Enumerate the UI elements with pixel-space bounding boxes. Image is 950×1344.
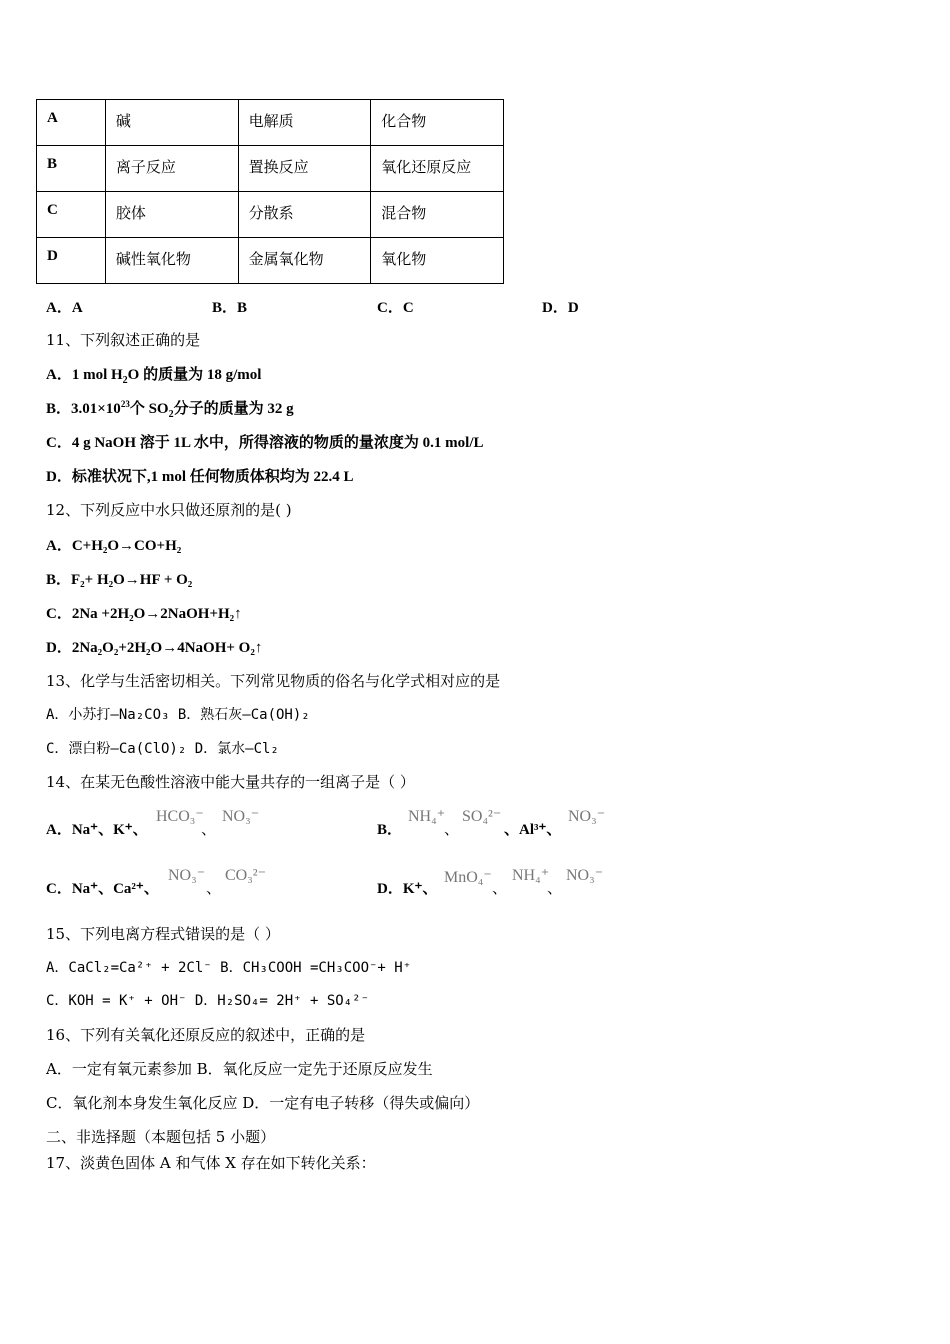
table-cell: 氧化物 — [371, 238, 504, 284]
table-cell: D — [37, 238, 106, 284]
q14-option-c-label: C．Na⁺、Ca²⁺、 — [46, 881, 159, 897]
q16-options-cd: C．氧化剂本身发生氧化反应 D．一定有电子转移（得失或偏向） — [46, 1094, 480, 1112]
q14-separator: 、 — [492, 879, 508, 897]
q14-option-b-mid: 、Al³⁺、 — [504, 822, 562, 838]
q14-ion: NO₃⁻ — [168, 867, 206, 884]
table-cell: 碱性氧化物 — [105, 238, 238, 284]
section-heading: 二、非选择题（本题包括 5 小题） — [46, 1128, 276, 1146]
q11-option-b: B．$3.01\times 10^{23}$个 $SO_2$分子的质量为 32 g — [46, 399, 294, 420]
table-cell: 电解质 — [238, 100, 371, 146]
q12-option-b: B．F₂+ H₂O→HF + O₂ — [46, 572, 193, 588]
q10-option-d: D．D — [542, 300, 579, 316]
q13-stem: 13、化学与生活密切相关。下列常见物质的俗名与化学式相对应的是 — [46, 672, 501, 690]
table-cell: 化合物 — [371, 100, 504, 146]
q11-option-c: C．4 g NaOH 溶于 1L 水中，所得溶液的物质的量浓度为 0.1 mol/L — [46, 435, 484, 451]
table-cell: 置换反应 — [238, 146, 371, 192]
table-row — [37, 146, 504, 192]
q15-options-ab: A．CaCl₂=Ca²⁺ + 2Cl⁻ B．CH₃COOH =CH₃COO⁻+ H⁺ — [46, 960, 412, 976]
q12-option-a: A．C+H₂O→CO+H₂ — [46, 538, 182, 554]
q14-ion: NH₄⁺ — [408, 808, 446, 825]
table-cell: A — [37, 100, 106, 146]
table-cell: 离子反应 — [105, 146, 238, 192]
q14-ion: SO₄²⁻ — [462, 808, 502, 825]
q16-options-ab: A．一定有氧元素参加 B．氧化反应一定先于还原反应发生 — [46, 1060, 433, 1078]
table-row — [37, 100, 504, 146]
q14-ion: CO₃²⁻ — [225, 867, 267, 884]
q13-options-ab: A．小苏打—Na₂CO₃ B．熟石灰—Ca(OH)₂ — [46, 707, 310, 723]
answer-table — [36, 99, 504, 284]
q14-ion: NO₃⁻ — [568, 808, 606, 825]
table-cell: B — [37, 146, 106, 192]
q14-separator: 、 — [206, 879, 222, 897]
table-cell: 分散系 — [238, 192, 371, 238]
q10-option-a: A．A — [46, 300, 83, 316]
table-row — [37, 238, 504, 284]
q14-option-d-label: D．K⁺、 — [377, 881, 438, 897]
table-cell: 胶体 — [105, 192, 238, 238]
q11-option-a: A．1 mol $H_2O$ 的质量为 18 g/mol — [46, 367, 262, 386]
table-cell: 金属氧化物 — [238, 238, 371, 284]
q12-option-d: D．2Na₂O₂+2H₂O→4NaOH+ O₂↑ — [46, 640, 263, 656]
q14-option-b-label: B． — [377, 822, 403, 838]
q14-ion: HCO₃⁻ — [156, 808, 204, 825]
q14-ion: NO₃⁻ — [566, 867, 604, 884]
table-cell: 氧化还原反应 — [371, 146, 504, 192]
q12-option-c: C．2Na +2H₂O→2NaOH+H₂↑ — [46, 606, 242, 622]
q14-ion: MnO₄⁻ — [444, 869, 492, 886]
q15-stem: 15、下列电离方程式错误的是（ ） — [46, 925, 280, 943]
q13-options-cd: C．漂白粉—Ca(ClO)₂ D．氯水—Cl₂ — [46, 741, 279, 757]
q17-stem: 17、淡黄色固体 A 和气体 X 存在如下转化关系： — [46, 1154, 376, 1172]
table-cell: 混合物 — [371, 192, 504, 238]
q10-option-c: C．C — [377, 300, 414, 316]
q14-stem: 14、在某无色酸性溶液中能大量共存的一组离子是（ ） — [46, 773, 415, 791]
q14-option-a-label: A．Na⁺、K⁺、 — [46, 822, 148, 838]
q10-option-b: B．B — [212, 300, 248, 316]
q16-stem: 16、下列有关氧化还原反应的叙述中，正确的是 — [46, 1026, 366, 1044]
q12-stem: 12、下列反应中水只做还原剂的是( ) — [46, 501, 292, 519]
q11-stem: 11、下列叙述正确的是 — [46, 331, 201, 349]
q11-option-d: D．标准状况下,1 mol 任何物质体积均为 22.4 L — [46, 469, 354, 485]
q14-ion: NO₃⁻ — [222, 808, 260, 825]
q14-ion: NH₄⁺ — [512, 867, 550, 884]
table-cell: C — [37, 192, 106, 238]
q15-options-cd: C．KOH = K⁺ + OH⁻ D．H₂SO₄= 2H⁺ + SO₄²⁻ — [46, 993, 370, 1009]
q14-separator: 、 — [444, 820, 460, 838]
q14-separator: 、 — [201, 820, 217, 838]
table-cell: 碱 — [105, 100, 238, 146]
table-row — [37, 192, 504, 238]
q14-separator: 、 — [547, 879, 563, 897]
